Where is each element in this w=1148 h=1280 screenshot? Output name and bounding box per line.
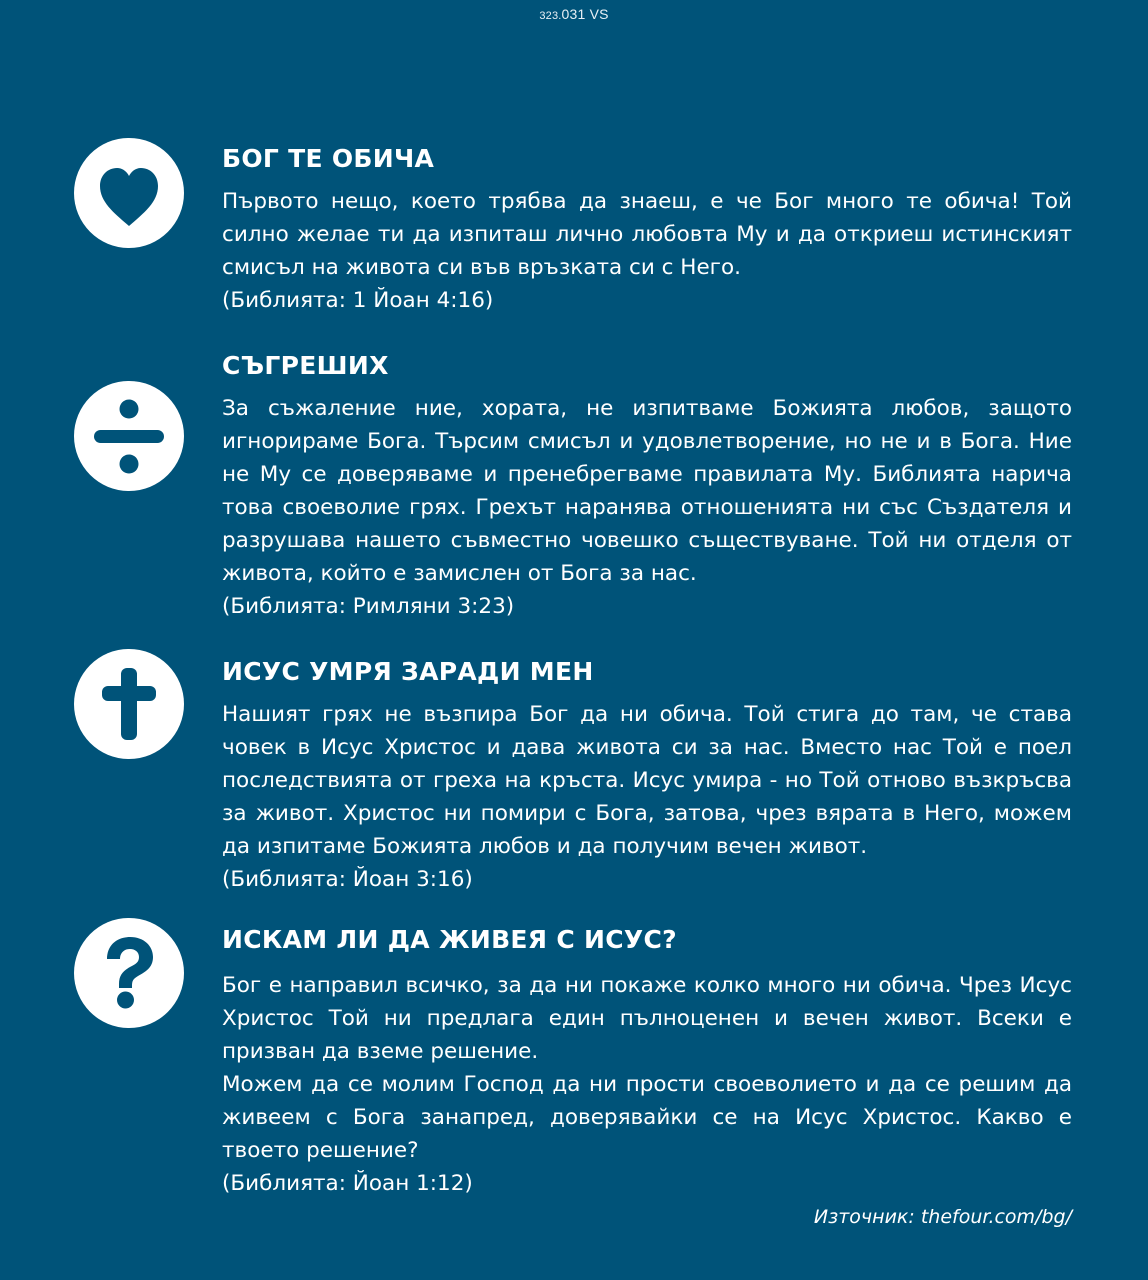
section-paragraph: Нашият грях не възпира Бог да ни обича. Той стига до там, че става човек в Исус Христос и дава живота си за нас. Вместо нас Той е поел последствията от греха на кръста. Исус умира - но Той отново възкръсва за живот. Христос ни помири с Бога, затова, чрез вярата в Него, можем да изпитаме Божията любов и да получим вечен живот. bbox=[222, 702, 1072, 859]
section-title: ИСУС УМРЯ ЗАРАДИ МЕН bbox=[222, 657, 594, 686]
document-code-number: 031 VS bbox=[561, 6, 609, 22]
bible-reference: (Библията: Римляни 3:23) bbox=[222, 594, 515, 619]
section-paragraph: За съжаление ние, хората, не изпитваме Божията любов, защото игнорираме Бога. Търсим смисъл и удовлетворение, но не и в Бога. Ние не Му се доверяваме и пренебрегваме правилата Му. Библията нарича това своеволие грях. Грехът наранява отношенията ни със Създателя и разрушава нашето съвместно човешко съществуване. Той ни отделя от живота, който е замислен от Бога за нас. bbox=[222, 396, 1072, 586]
section-paragraph: Можем да се молим Господ да ни прости своеволието и да се решим да живеем с Бога занапред, доверявайки се на Исус Христос. Какво е твоето решение? bbox=[222, 1072, 1072, 1163]
source-credit: Източник: thefour.com/bg/ bbox=[813, 1206, 1072, 1228]
section-paragraph: Бог е направил всичко, за да ни покаже колко много ни обича. Чрез Исус Христос Той ни предлага един пълноценен и вечен живот. Всеки е призван да вземе решение. bbox=[222, 973, 1072, 1064]
divide-icon bbox=[74, 381, 184, 491]
section-title: БОГ ТЕ ОБИЧА bbox=[222, 144, 435, 173]
document-code-prefix: 323. bbox=[539, 10, 562, 22]
cross-icon bbox=[74, 649, 184, 759]
section-title: СЪГРЕШИХ bbox=[222, 351, 389, 380]
bible-reference: (Библията: Йоан 3:16) bbox=[222, 867, 473, 892]
document-code bbox=[0, 6, 1148, 22]
question-mark-icon bbox=[74, 918, 184, 1028]
section-title: ИСКАМ ЛИ ДА ЖИВЕЯ С ИСУС? bbox=[222, 925, 677, 954]
bible-reference: (Библията: 1 Йоан 4:16) bbox=[222, 288, 494, 313]
section-paragraph: Първото нещо, което трябва да знаеш, е че Бог много те обича! Той силно желае ти да изпиташ лично любовта Му и да откриеш истинският смисъл на живота си във връзката си с Него. bbox=[222, 189, 1072, 280]
heart-icon bbox=[74, 138, 184, 248]
bible-reference: (Библията: Йоан 1:12) bbox=[222, 1171, 473, 1196]
